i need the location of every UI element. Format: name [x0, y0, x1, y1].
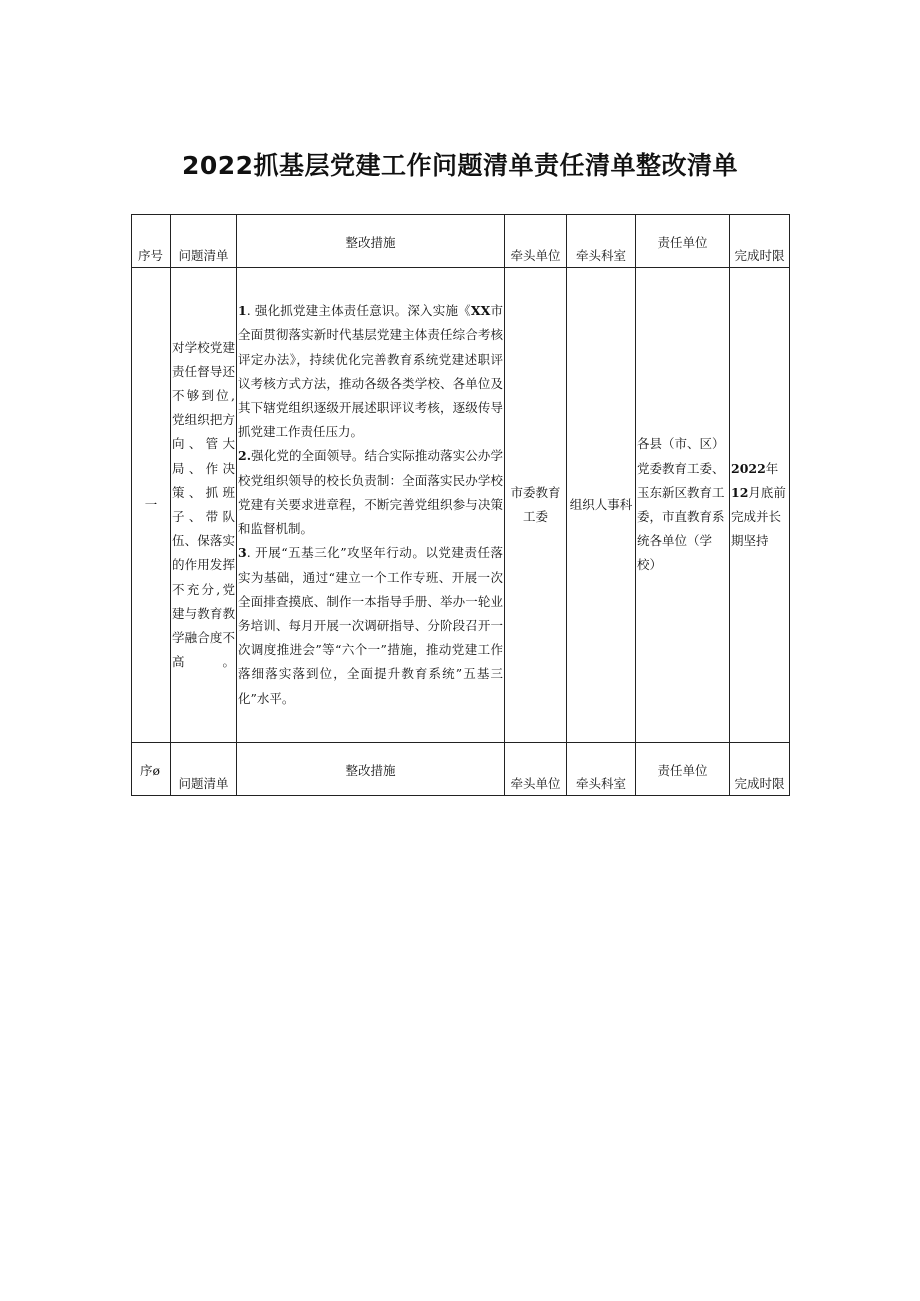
row-resp-unit: 各县（市、区）党委教育工委、玉东新区教育工委，市直教育系统各单位（学校）	[636, 268, 730, 743]
row-lead-dept: 组织人事科	[567, 268, 636, 743]
deadline-rest: 月底前完成并长期坚持	[731, 484, 786, 549]
page-title: 2022抓基层党建工作问题清单责任清单整改清单	[181, 151, 739, 180]
header-lead-unit-cell	[505, 215, 567, 268]
measure-1	[238, 299, 503, 444]
header-deadline: 完成时限	[734, 248, 785, 263]
row-deadline	[730, 268, 790, 743]
measure-3-text: . 开展“五基三化”攻坚年行动。以党建责任落实为基础，通过“建立一个工作专班、开展一次全面排查摸底、制作一本指导手册、举办一轮业务培训、每月开展一次调研指导、分阶段召开一次调度推进会”等“六个一”措施，推动党建工作落细落实落到位，全面提升教育系统”五基三化”水平。	[238, 545, 503, 706]
row-problem: 对学校党建责任督导还不够到位,党组织把方向、管大局、作决策、抓班子、带队伍、保落实的作用发挥不充分,党建与教育教学融合度不高。	[171, 268, 237, 743]
header-resp-unit-cell	[636, 215, 730, 268]
footer-measures: 整改措施	[345, 763, 396, 778]
footer-resp-unit-cell	[636, 743, 730, 796]
measure-2-text: 强化党的全面领导。结合实际推动落实公办学校党组织领导的校长负责制：全面落实民办学校党建有关要求进章程，不断完善党组织参与决策和监督机制。	[238, 448, 503, 537]
footer-lead-unit-cell	[505, 743, 567, 796]
measure-2-number: 2.	[238, 448, 252, 464]
footer-lead-dept: 牵头科室	[575, 776, 626, 791]
footer-resp-unit: 责任单位	[657, 763, 708, 778]
footer-problem-cell	[171, 743, 237, 796]
header-lead-dept-cell	[567, 215, 636, 268]
header-measures-cell	[237, 215, 505, 268]
header-problem: 问题清单	[178, 248, 229, 263]
deadline-year-suffix: 年	[765, 460, 779, 476]
footer-deadline: 完成时限	[734, 776, 785, 791]
footer-measures-cell	[237, 743, 505, 796]
footer-lead-dept-cell	[567, 743, 636, 796]
footer-deadline-cell	[730, 743, 790, 796]
row-measures	[237, 268, 505, 743]
deadline-month: 12	[731, 484, 749, 500]
header-problem-cell	[171, 215, 237, 268]
measure-3	[238, 541, 503, 710]
measure-1-xx: XX	[470, 303, 491, 319]
row-lead-unit: 市委教育工委	[505, 268, 567, 743]
footer-problem: 问题清单	[178, 776, 229, 791]
measure-3-number: 3	[238, 545, 247, 561]
deadline-year: 2022	[731, 460, 766, 476]
header-seq: 序号	[138, 248, 164, 263]
row-seq: 一	[132, 268, 171, 743]
table-header-row	[132, 215, 790, 268]
footer-lead-unit: 牵头单位	[510, 776, 561, 791]
header-deadline-cell	[730, 215, 790, 268]
header-measures: 整改措施	[345, 235, 396, 250]
measure-1-rest: 市全面贯彻落实新时代基层党建主体责任综合考核评定办法》，持续优化完善教育系统党建述职评议考核方式方法，推动各级各类学校、各单位及其下辖党组织逐级开展述职评议考核，逐级传导抓党建工作责任压力。	[238, 303, 503, 440]
footer-seq: 序ø	[140, 763, 161, 778]
measure-2	[238, 444, 503, 541]
measure-1-text: . 强化抓党建主体责任意识。深入实施《	[246, 303, 471, 319]
header-lead-unit: 牵头单位	[510, 248, 561, 263]
header-resp-unit: 责任单位	[657, 235, 708, 250]
header-seq-cell	[132, 215, 171, 268]
footer-seq-cell	[132, 743, 171, 796]
header-lead-dept: 牵头科室	[575, 248, 626, 263]
table-footer-row	[132, 743, 790, 796]
rectification-table	[131, 214, 790, 796]
measure-1-number: 1	[238, 303, 247, 319]
table-row	[132, 268, 790, 743]
